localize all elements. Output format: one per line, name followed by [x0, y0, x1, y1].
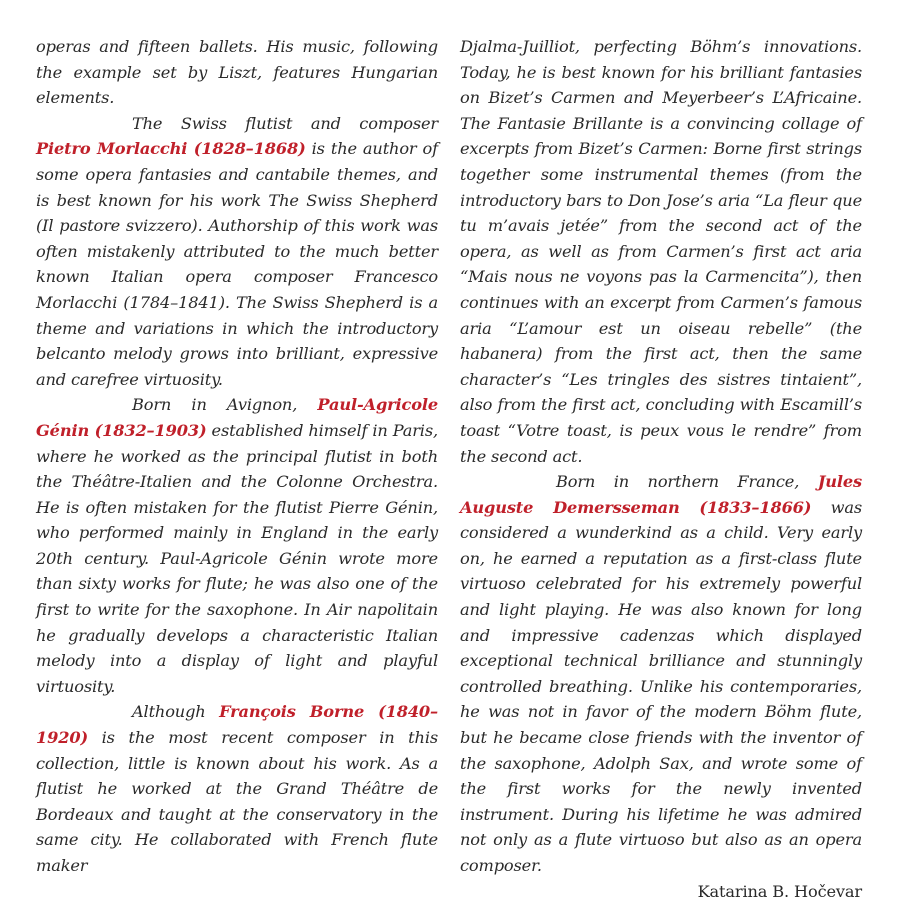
paragraph-text-before: Although — [132, 702, 220, 722]
paragraph-morlacchi — [36, 111, 438, 393]
paragraph-text-after: established himself in Paris, where he worked as the principal flutist in both the Théâtre-Italien and the Colonne Orchestra. He is often mistaken for the flutist Pierre Génin, who performed mainly in England in the early 20th century. Paul-Agricole Génin wrote more than sixty works for flute; he was also one of the first to write for the saxophone. In Air napolitain he gradually develops a characteristic Italian melody into a display of light and playful virtuosity. — [36, 420, 438, 696]
booklet-page — [36, 34, 862, 904]
composer-name-genin: Paul-Agricole Génin (1832–1903) — [36, 395, 438, 440]
paragraph-text: operas and fifteen ballets. His music, following the example set by Liszt, features Hungarian elements. — [36, 37, 438, 108]
right-column — [460, 34, 862, 904]
paragraph-text: Djalma-Juilliot, perfecting Böhm’s innovations. Today, he is best known for his brilliant fantasies on Bizet’s Carmen and Meyerbeer’s L’Africaine. The Fantasie Brillante is a convincing collage of excerpts from Bizet’s Carmen: Borne first strings together some instrumental themes (from the introductory bars to Don Jose’s aria “La fleur que tu m’avais jetée” from the second act of the opera, as well as from Carmen’s first act aria “Mais nous ne voyons pas la Carmencita”), then continues with an excerpt from Carmen’s famous aria “L’amour est un oiseau rebelle” (the habanera) from the first act, then the same character’s “Les tringles des sistres tintaient”, also from the first act, concluding with Escamill’s toast “Votre toast, is peux vous le rendre” from the second act. — [460, 37, 862, 466]
composer-name-demersseman: Jules Auguste Demersseman (1833–1866) — [460, 472, 862, 517]
paragraph-borne-continuation — [460, 34, 862, 469]
author-signature: Katarina B. Hočevar — [697, 881, 862, 901]
paragraph-genin — [36, 392, 438, 699]
paragraph-text-before: Born in northern France, — [556, 472, 818, 492]
paragraph-borne — [36, 699, 438, 878]
composer-name-borne: François Borne (1840–1920) — [36, 702, 438, 748]
paragraph-liszt-continuation — [36, 34, 438, 111]
paragraph-text-before: The Swiss flutist and composer — [132, 113, 438, 133]
paragraph-text-after: is the author of some opera fantasies and cantabile themes, and is best known for his work The Swiss Shepherd (Il pastore svizzero). Authorship of this work was often mistakenly attributed to the much better known Italian opera composer Francesco Morlacchi (1784–1841). The Swiss Shepherd is a theme and variations in which the introductory belcanto melody grows into brilliant, expressive and carefree virtuosity. — [36, 139, 438, 389]
paragraph-text-after: was considered a wunderkind as a child. Very early on, he earned a reputation as a first-class flute virtuoso celebrated for his extremely powerful and light playing. He was also known for long and impressive cadenzas which displayed exceptional technical brilliance and stunningly controlled breathing. Unlike his contemporaries, he was not in favor of the modern Böhm flute, but he became close friends with the inventor of the saxophone, Adolph Sax, and wrote some of the first works for the newly invented instrument. During his lifetime he was admired not only as a flute virtuoso but also as an opera composer. — [460, 497, 862, 875]
paragraph-text-before: Born in Avignon, — [132, 395, 318, 415]
composer-name-morlacchi: Pietro Morlacchi (1828–1868) — [36, 139, 306, 159]
paragraph-demersseman — [460, 469, 862, 879]
left-column — [36, 34, 438, 904]
paragraph-text-after: is the most recent composer in this collection, little is known about his work. As a flutist he worked at the Grand Théâtre de Bordeaux and taught at the conservatory in the same city. He collaborated with French flute maker — [36, 728, 438, 875]
